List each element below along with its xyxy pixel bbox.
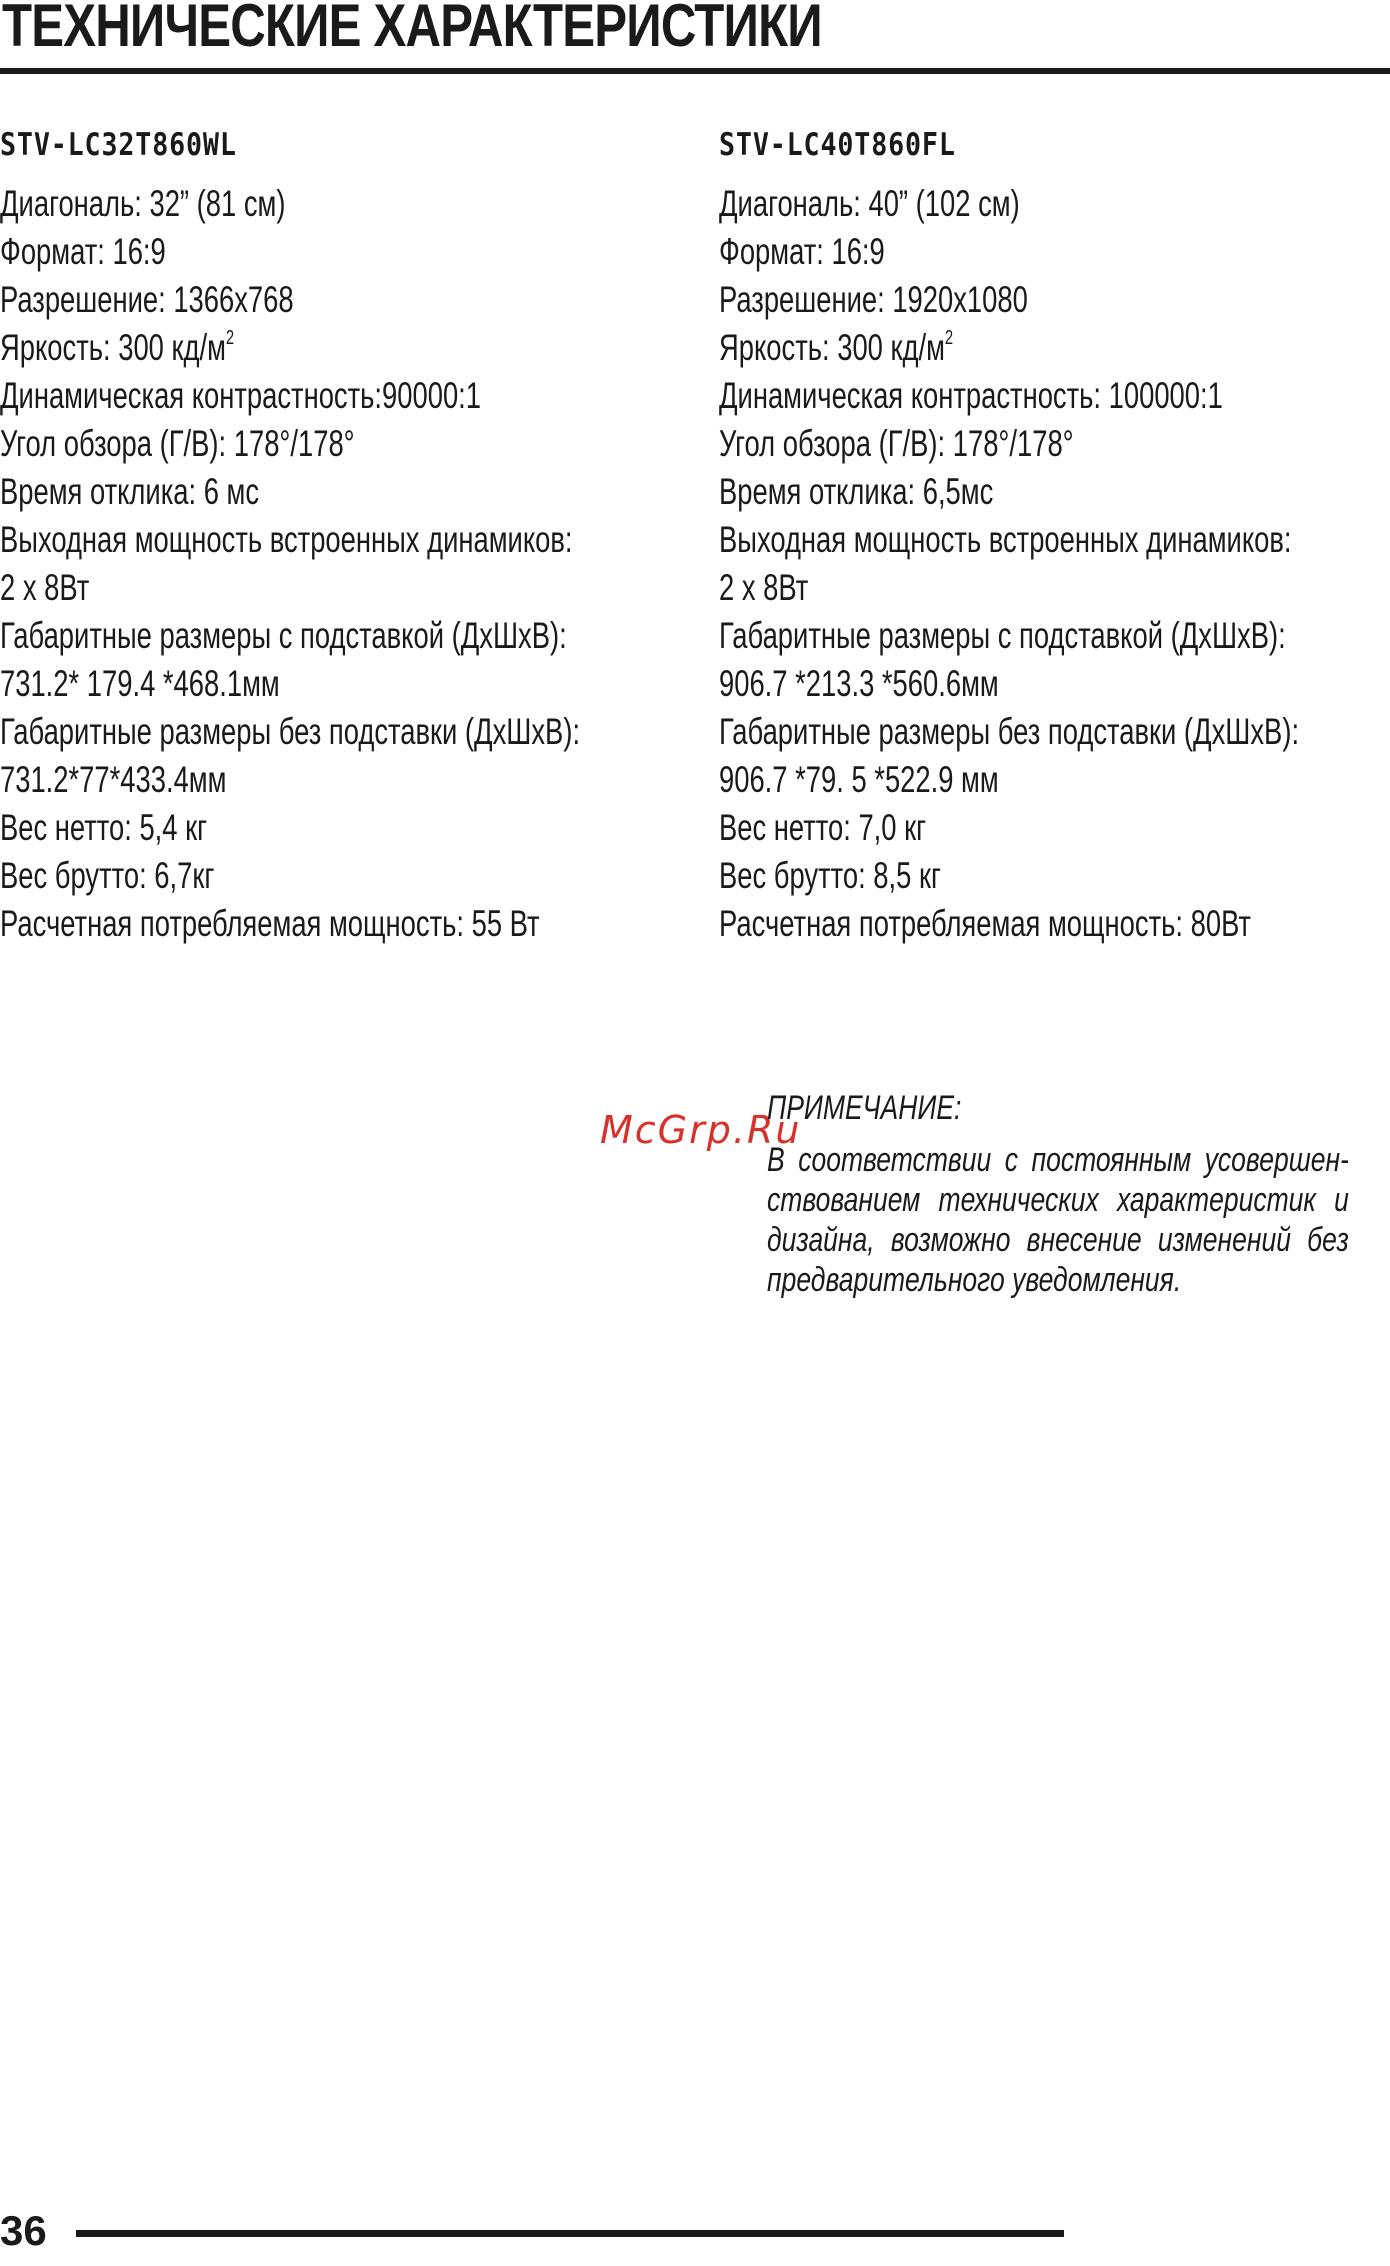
spec-list bbox=[719, 180, 1390, 948]
title-rule bbox=[0, 68, 1390, 74]
note-heading: ПРИМЕЧАНИЕ: bbox=[767, 1089, 962, 1127]
page-number: 36 bbox=[0, 2207, 47, 2254]
spec-speaker-power-label: Выходная мощность встроенных динамиков: bbox=[719, 519, 1292, 560]
spec-list bbox=[0, 180, 680, 948]
spec-viewing-angle: Угол обзора (Г/В): 178°/178° bbox=[0, 423, 355, 464]
note-line: В соответствии с постоянным усовершен- bbox=[767, 1141, 1349, 1179]
spec-format: Формат: 16:9 bbox=[719, 231, 885, 272]
watermark-logo: McGrp.Ru bbox=[600, 1108, 802, 1152]
spec-net-weight: Вес нетто: 7,0 кг bbox=[719, 807, 927, 848]
spec-brightness bbox=[0, 324, 503, 372]
spec-format: Формат: 16:9 bbox=[0, 231, 166, 272]
spec-contrast: Динамическая контрастность: 100000:1 bbox=[719, 375, 1223, 416]
spec-brightness-superscript: 2 bbox=[944, 327, 954, 349]
spec-size-with-stand-value: 731.2* 179.4 *468.1мм bbox=[0, 663, 280, 704]
spec-brightness-superscript: 2 bbox=[225, 327, 235, 349]
footer-rule bbox=[76, 2230, 1064, 2237]
spec-size-with-stand-label: Габаритные размеры с подставкой (ДхШхВ): bbox=[719, 615, 1286, 656]
spec-power-consumption: Расчетная потребляемая мощность: 55 Вт bbox=[0, 903, 540, 944]
spec-column-stv-lc32t860wl bbox=[0, 128, 680, 948]
spec-gross-weight: Вес брутто: 6,7кг bbox=[0, 855, 215, 896]
spec-gross-weight: Вес брутто: 8,5 кг bbox=[719, 855, 941, 896]
spec-speaker-power-value: 2 x 8Вт bbox=[0, 567, 90, 608]
spec-brightness-text: Яркость: 300 кд/м bbox=[0, 327, 226, 368]
spec-viewing-angle: Угол обзора (Г/В): 178°/178° bbox=[719, 423, 1074, 464]
page-title: ТЕХНИЧЕСКИЕ ХАРАКТЕРИСТИКИ bbox=[2, 0, 822, 59]
spec-size-without-stand-label: Габаритные размеры без подставки (ДхШхВ): bbox=[0, 711, 581, 752]
model-name: STV-LC32T860WL bbox=[0, 127, 237, 163]
note-line: ствованием технических характеристик и bbox=[767, 1181, 1349, 1219]
model-name: STV-LC40T860FL bbox=[719, 127, 956, 163]
spec-size-without-stand-value: 731.2*77*433.4мм bbox=[0, 759, 227, 800]
spec-contrast: Динамическая контрастность:90000:1 bbox=[0, 375, 482, 416]
spec-response-time: Время отклика: 6,5мс bbox=[719, 471, 994, 512]
spec-speaker-power-value: 2 x 8Вт bbox=[719, 567, 809, 608]
spec-brightness-text: Яркость: 300 кд/м bbox=[719, 327, 945, 368]
note-block bbox=[767, 1086, 1349, 1300]
spec-size-without-stand-value: 906.7 *79. 5 *522.9 мм bbox=[719, 759, 999, 800]
spec-resolution: Разрешение: 1920x1080 bbox=[719, 279, 1028, 320]
spec-brightness bbox=[719, 324, 1222, 372]
spec-resolution: Разрешение: 1366x768 bbox=[0, 279, 294, 320]
spec-size-with-stand-label: Габаритные размеры с подставкой (ДхШхВ): bbox=[0, 615, 567, 656]
note-line: дизайна, возможно внесение изменений без bbox=[767, 1221, 1349, 1259]
spec-column-stv-lc40t860fl bbox=[719, 128, 1390, 948]
spec-size-without-stand-label: Габаритные размеры без подставки (ДхШхВ): bbox=[719, 711, 1300, 752]
spec-diagonal: Диагональ: 40” (102 см) bbox=[719, 183, 1020, 224]
spec-response-time: Время отклика: 6 мс bbox=[0, 471, 260, 512]
spec-speaker-power-label: Выходная мощность встроенных динамиков: bbox=[0, 519, 573, 560]
spec-diagonal: Диагональ: 32” (81 см) bbox=[0, 183, 286, 224]
spec-net-weight: Вес нетто: 5,4 кг bbox=[0, 807, 208, 848]
note-line: предварительного уведомления. bbox=[767, 1261, 1182, 1299]
spec-size-with-stand-value: 906.7 *213.3 *560.6мм bbox=[719, 663, 999, 704]
spec-power-consumption: Расчетная потребляемая мощность: 80Вт bbox=[719, 903, 1251, 944]
